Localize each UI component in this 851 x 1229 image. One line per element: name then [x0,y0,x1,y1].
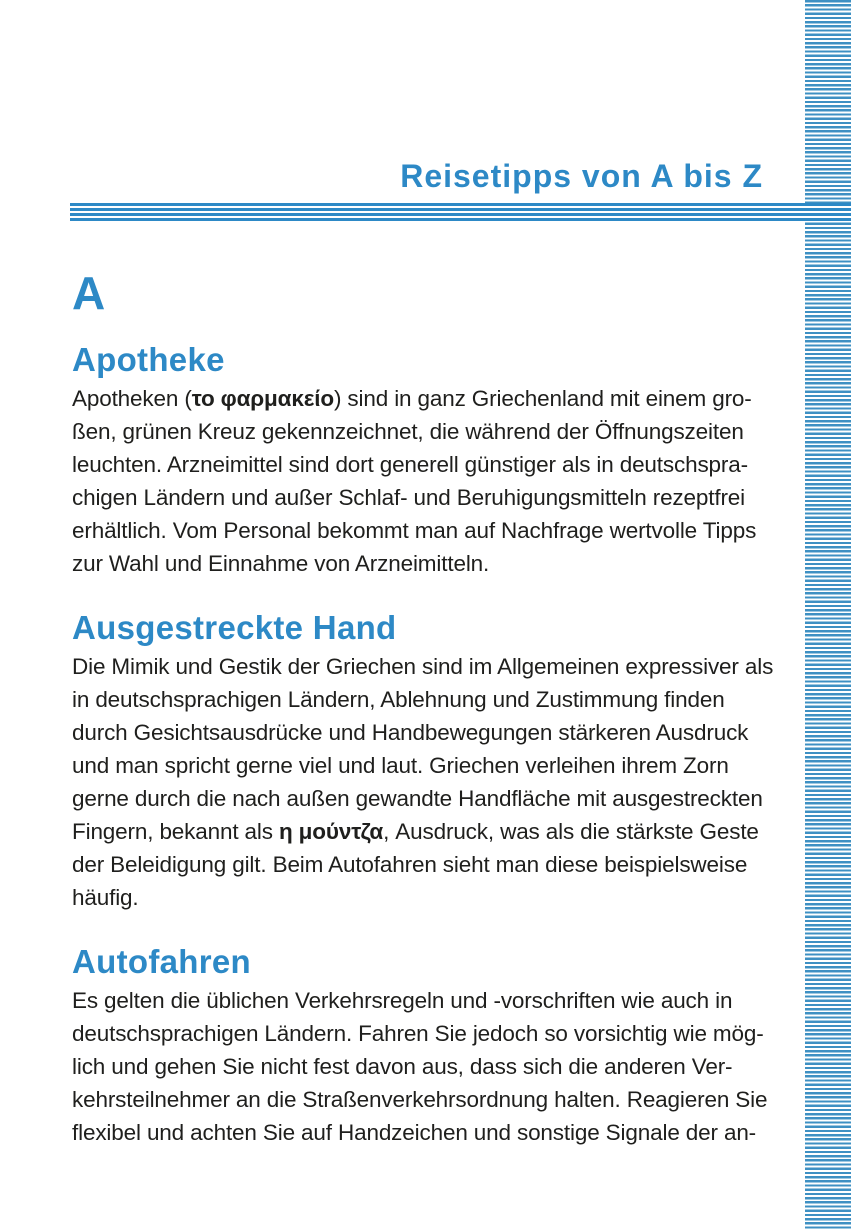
text-segment: flexibel und achten Sie auf Handzeichen und sonstige Signale der an- [72,1120,757,1145]
text-segment: Die Mimik und Gestik der Griechen sind im Allgemeinen expressiver als [72,654,774,679]
text-line [72,848,782,881]
text-line [72,650,782,683]
header-rule-lines [70,203,851,221]
section-heading-autofahren: Autofahren [72,943,251,980]
text-line [72,716,782,749]
text-segment: häufig. [72,885,139,910]
text-line [72,448,782,481]
text-segment: Fingern, bekannt als [72,819,279,844]
section-body-autofahren [72,984,782,1149]
page-content [72,267,782,1149]
section-ausgestreckte-hand [72,610,782,914]
text-segment: in deutschsprachigen Ländern, Ablehnung und Zustimmung finden [72,687,725,712]
section-body-ausgestreckte-hand [72,650,782,914]
text-segment: erhältlich. Vom Personal bekommt man auf Nachfrage wertvolle Tipps [72,518,757,543]
text-segment: ßen, grünen Kreuz gekennzeichnet, die während der Öffnungszeiten [72,419,744,444]
section-body-apotheke [72,382,782,580]
text-line [72,1083,782,1116]
text-segment: leuchten. Arzneimittel sind dort generell günstiger als in deutschspra- [72,452,748,477]
text-segment: durch Gesichtsausdrücke und Handbewegungen stärkeren Ausdruck [72,720,749,745]
greek-bold-phrase: το φαρμακείο [191,386,334,411]
text-segment: , Ausdruck, was als die stärkste Geste [383,819,759,844]
text-segment: zur Wahl und Einnahme von Arzneimitteln. [72,551,490,576]
text-line [72,683,782,716]
text-segment: gerne durch die nach außen gewandte Handfläche mit ausgestreckten [72,786,763,811]
text-line [72,1017,782,1050]
text-segment: chigen Ländern und außer Schlaf- und Beruhigungsmitteln rezeptfrei [72,485,746,510]
page-header-title: Reisetipps von A bis Z [400,158,763,194]
text-line [72,749,782,782]
text-line [72,984,782,1017]
text-line [72,782,782,815]
text-segment: kehrsteilnehmer an die Straßenverkehrsordnung halten. Reagieren Sie [72,1087,768,1112]
text-segment: und man spricht gerne viel und laut. Griechen verleihen ihrem Zorn [72,753,729,778]
text-segment: Apotheken ( [72,386,192,411]
section-heading-apotheke: Apotheke [72,341,225,378]
text-segment: ) sind in ganz Griechenland mit einem gro- [333,386,752,411]
greek-bold-phrase: η μούντζα [278,819,384,844]
text-line [72,514,782,547]
text-segment: der Beleidigung gilt. Beim Autofahren sieht man diese beispielsweise [72,852,748,877]
text-line [72,1050,782,1083]
section-autofahren [72,944,782,1149]
text-segment: lich und gehen Sie nicht fest davon aus, dass sich die anderen Ver- [72,1054,733,1079]
right-stripe-band [805,0,851,1229]
section-heading-ausgestreckte-hand: Ausgestreckte Hand [72,609,397,646]
text-line [72,815,782,848]
text-line [72,382,782,415]
text-line [72,415,782,448]
text-segment: deutschsprachigen Ländern. Fahren Sie jedoch so vorsichtig wie mög- [72,1021,764,1046]
text-line [72,1116,782,1149]
section-apotheke [72,342,782,580]
text-line [72,547,782,580]
text-line [72,881,782,914]
text-segment: Es gelten die üblichen Verkehrsregeln und -vorschriften wie auch in [72,988,733,1013]
letter-index-heading: A [72,267,106,319]
text-line [72,481,782,514]
